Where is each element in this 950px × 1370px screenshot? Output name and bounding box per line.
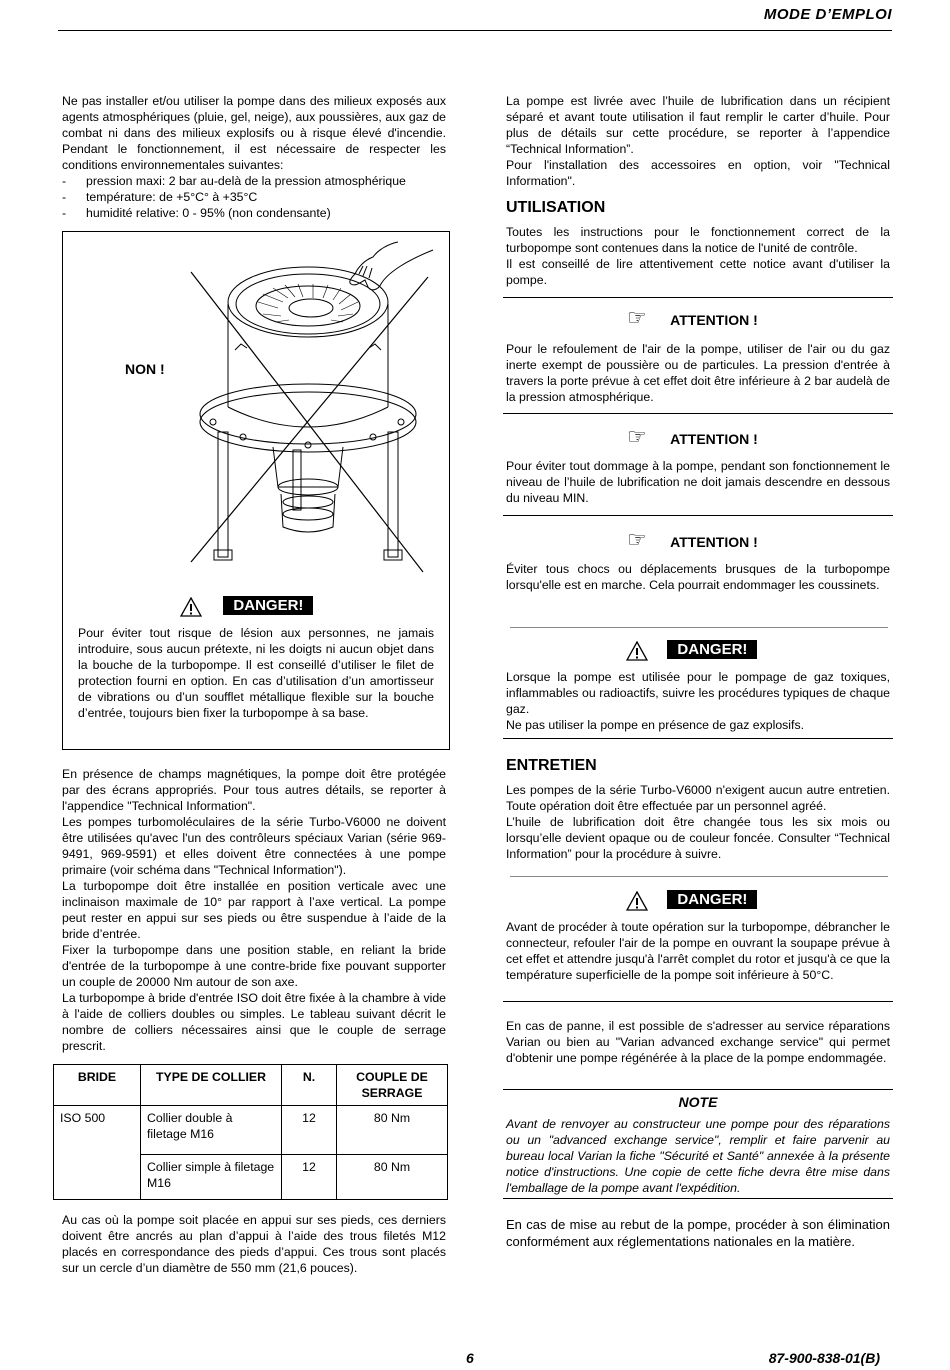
- warning-triangle-icon: [626, 641, 648, 661]
- fixing-paragraph: Fixer la turbopompe dans une position stable, en reliant la bride d'entrée de la turbopompe à une contre-bride fixe pouvant supporter un couple de 20000 Nm autour de son axe.: [62, 943, 446, 989]
- pointing-hand-icon: ☞: [627, 526, 647, 552]
- condition-item: - température: de +5°C° à +35°C: [62, 190, 258, 204]
- page-header-title: MODE D’EMPLOI: [763, 6, 892, 23]
- entretien-text: Les pompes de la série Turbo-V6000 n'exigent aucun autre entretien. Toute opération doit être effectuée par un personnel agréé. L’huile de lubrification doit être changée tous les six mois ou lorsqu’elle devient opaque ou de couleur foncée. Consulter “Technical Information” pour la procédure à suivre.: [506, 783, 890, 861]
- entretien-heading: ENTRETIEN: [506, 757, 597, 774]
- danger-heading: [626, 640, 757, 661]
- attention-text: Pour le refoulement de l'air de la pompe, utiliser de l'air ou du gaz inerte exempt de poussière ou de particules. La pression d'entrée à travers la porte prévue à cet effet doit être inférieure à 2 bar audelà de la pression atmosphérique.: [506, 342, 890, 404]
- section-rule: [503, 297, 893, 298]
- pointing-hand-icon: ☞: [627, 423, 647, 449]
- condition-item: - pression maxi: 2 bar au-delà de la pression atmosphérique: [62, 174, 406, 188]
- attention-text: Pour éviter tout dommage à la pompe, pendant son fonctionnement le niveau de l’huile de lubrification ne doit jamais descendre en dessous du niveau MIN.: [506, 459, 890, 505]
- repair-paragraph: En cas de panne, il est possible de s'adresser au service réparations Varian ou bien au "Varian advanced exchange service" qui permet d'obtenir une pompe régénérée à la place de la pompe endommagée.: [506, 1019, 890, 1065]
- anchoring-paragraph: Au cas où la pompe soit placée en appui sur ses pieds, ces derniers doivent être ancrés au plan d’appui à l’aide des trous filetés M12 placés en correspondance des pieds d’appui. Ces trous sont placés sur un cercle d’un diamètre de 550 mm (21,6 pouces).: [62, 1213, 446, 1275]
- table-cell: Collier double à filetage M16: [141, 1106, 282, 1155]
- table-cell: Collier simple à filetage M16: [141, 1155, 282, 1200]
- warning-triangle-icon: [180, 597, 202, 617]
- danger-badge: DANGER!: [667, 890, 757, 909]
- note-title: NOTE: [678, 1094, 718, 1110]
- turbopump-illustration: [183, 232, 443, 577]
- table-cell: ISO 500: [54, 1106, 141, 1200]
- document-number: 87-900-838-01(B): [768, 1350, 880, 1366]
- magnetic-paragraph: En présence de champs magnétiques, la pompe doit être protégée par des écrans appropriés. Pour tous autres détails, se reporter à l'appendice "Technical Information".: [62, 767, 446, 813]
- danger-text: Pour éviter tout risque de lésion aux personnes, ne jamais introduire, sous aucun prétexte, ni les doigts ni aucun objet dans la bouche de la turbopompe. Il est conseillé d’utiliser le filet de protection fourni en option. En cas d’utilisation d’un amortisseur de vibrations ou d’un soufflet métallique flexible sur la bouche d’entrée, toujours bien fixer la turbopompe à sa base.: [78, 626, 434, 720]
- pointing-hand-icon: ☞: [627, 304, 647, 330]
- utilisation-heading: UTILISATION: [506, 199, 606, 216]
- table-header-cell: COUPLE DE SERRAGE: [337, 1065, 448, 1106]
- oil-paragraph: La pompe est livrée avec l’huile de lubrification dans un récipient séparé et avant toute utilisation il faut remplir le carter d’huile. Pour plus de détails sur cette procédure, se reporter à l’appendice “Technical Information”.: [506, 94, 890, 156]
- danger-badge: DANGER!: [223, 596, 313, 615]
- warning-figure-box: [62, 231, 450, 750]
- danger-badge: DANGER!: [667, 640, 757, 659]
- right-intro: [506, 93, 890, 189]
- danger-text: Lorsque la pompe est utilisée pour le pompage de gaz toxiques, inflammables ou radioactifs, suivre les procédures typiques de chaque gaz. Ne pas utiliser la pompe en présence de gaz explosifs.: [506, 670, 890, 732]
- utilisation-text: Toutes les instructions pour le fonctionnement correct de la turbopompe sont contenues dans la notice de l'unité de contrôle. Il est conseillé de lire attentivement cette notice avant d'utiliser la pompe.: [506, 225, 890, 287]
- table-header-row: [54, 1065, 448, 1106]
- note-rule-top: [503, 1089, 893, 1090]
- table-cell: 80 Nm: [337, 1155, 448, 1200]
- attention-heading: ☞ ATTENTION !: [627, 423, 758, 449]
- section-rule: [510, 876, 888, 877]
- condition-item: - humidité relative: 0 - 95% (non condensante): [62, 206, 331, 220]
- vertical-paragraph: La turbopompe doit être installée en position verticale avec une inclinaison maximale de 10° par rapport à l’axe vertical. La pompe peut rester en appui sur ses pieds ou être suspendue à l’aide de la bride d’entrée.: [62, 879, 446, 941]
- header-rule: [58, 30, 892, 31]
- left-body: [62, 766, 446, 1054]
- section-rule: [503, 1001, 893, 1002]
- left-intro: [62, 93, 446, 221]
- section-rule: [503, 413, 893, 414]
- section-rule: [503, 515, 893, 516]
- attention-heading: ☞ ATTENTION !: [627, 304, 758, 330]
- accessories-paragraph: Pour l'installation des accessoires en option, voir "Technical Information".: [506, 158, 890, 188]
- table-cell: 12: [282, 1155, 337, 1200]
- attention-heading: ☞ ATTENTION !: [627, 526, 758, 552]
- table-header-cell: TYPE DE COLLIER: [141, 1065, 282, 1106]
- note-text: Avant de renvoyer au constructeur une pompe pour des réparations ou un "advanced exchange service", remplir et faire parvenir au bureau local Varian la fiche "Sécurité et Santé" annexée à la présente notice d'instructions. Une copie de cette fiche devra être mise dans l'emballage de la pompe avant l'expédition.: [506, 1117, 890, 1195]
- danger-text: Avant de procéder à toute opération sur la turbopompe, débrancher le connecteur, refouler l'air de la pompe en ouvrant la soupape prévue à cet effet et attendre jusqu'à l'arrêt complet du rotor et jusqu'à ce que la température superficielle de la pompe soit inférieure à 50°C.: [506, 920, 890, 982]
- table-row: [54, 1106, 448, 1155]
- page-number: 6: [466, 1350, 474, 1366]
- intro-paragraph: Ne pas installer et/ou utiliser la pompe dans des milieux exposés aux agents atmosphériques (pluie, gel, neige), aux poussières, aux gaz de combat ni dans des milieux explosifs ou à risque élevé d'incendie. Pendant le fonctionnement, il est nécessaire de respecter les conditions environnementales suivantes:: [62, 94, 446, 172]
- table-header-cell: BRIDE: [54, 1065, 141, 1106]
- iso-paragraph: La turbopompe à bride d'entrée ISO doit être fixée à la chambre à vide à l'aide de colliers doubles ou simples. Le tableau suivant décrit le nombre de colliers nécessaires ainsi que le couple de serrage prescrit.: [62, 991, 446, 1053]
- table-cell: 80 Nm: [337, 1106, 448, 1155]
- table-header-cell: N.: [282, 1065, 337, 1106]
- disposal-paragraph: En cas de mise au rebut de la pompe, procéder à son élimination conformément aux réglementations nationales en la matière.: [506, 1217, 890, 1249]
- section-rule: [503, 738, 893, 739]
- section-rule: [510, 627, 888, 628]
- attention-text: Éviter tous chocs ou déplacements brusques de la turbopompe lorsqu'elle est en marche. Cela pourrait endommager les coussinets.: [506, 562, 890, 592]
- figure-label: NON !: [125, 361, 165, 377]
- controller-paragraph: Les pompes turbomoléculaires de la série Turbo-V6000 ne doivent être utilisées qu'avec l'un des contrôleurs spéciaux Varian (série 969-9491, 969-9591) et elles doivent être connectées à une pompe primaire (voir schéma dans "Technical Information").: [62, 815, 446, 877]
- collar-table: [53, 1064, 448, 1200]
- table-cell: 12: [282, 1106, 337, 1155]
- warning-triangle-icon: [626, 891, 648, 911]
- danger-heading: [626, 890, 757, 911]
- note-rule-bottom: [503, 1198, 893, 1199]
- danger-heading: [180, 596, 313, 617]
